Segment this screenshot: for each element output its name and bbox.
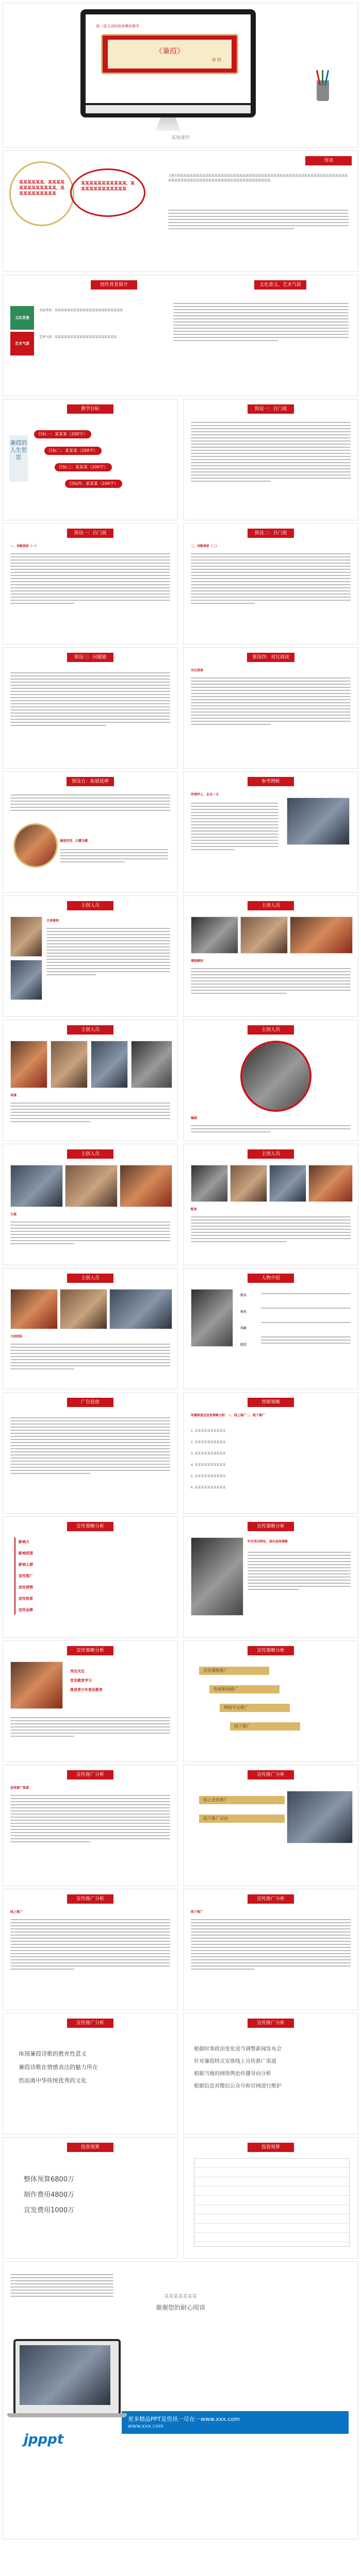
budget-line-2: 制作费用4800万 xyxy=(24,2191,75,2199)
promo4-bar-2: 电视新闻推广 xyxy=(209,1685,280,1693)
cover-slide xyxy=(3,3,358,148)
extension-photo xyxy=(15,825,56,866)
extension-banner: 预设五：拓展延伸 xyxy=(67,777,114,786)
preset1-lines xyxy=(191,420,351,484)
staff4-banner: 主创人员 xyxy=(248,1025,294,1035)
promo1-divider xyxy=(14,1537,15,1615)
staff1-photo-2 xyxy=(10,960,42,1000)
laptop xyxy=(13,2339,121,2415)
online-slide xyxy=(3,1889,178,2010)
staff4-caption: 编剧 xyxy=(191,1116,198,1120)
staff2-photo-1 xyxy=(191,917,238,954)
staff3-slide xyxy=(3,1020,178,1141)
scroll-banner xyxy=(101,34,238,74)
background-banner-left: 创作背景简介 xyxy=(91,280,137,290)
staff6-caption: 配角 xyxy=(191,1208,198,1211)
scroll-subtitle: 诗 经 xyxy=(211,58,221,62)
offline-lines xyxy=(191,1917,351,1972)
summary1-line-1: 体现蒹葭诗歌的教育性意义 xyxy=(19,2050,87,2057)
promo2-photo xyxy=(191,1537,243,1616)
strategy-item-4: 4. 某某某某某某某某某某 xyxy=(191,1463,226,1467)
staff5-photo-2 xyxy=(65,1165,118,1207)
budget-line-1: 整体预算6800万 xyxy=(24,2176,75,2183)
intro-lines xyxy=(168,208,349,231)
promo4-bar-3: 网络平台推广 xyxy=(220,1704,290,1712)
staff6-slide xyxy=(183,1144,358,1265)
staff4-slide xyxy=(183,1020,358,1141)
summary2-line-2: 针对蒹葭特点安排线上宣传推广渠道 xyxy=(194,2059,276,2064)
callout-left-text: 某某某某某某，某某某某某某某某某某某某某，某某某某某某某某某某 xyxy=(19,180,64,196)
ad-banner-url: www.xxx.com xyxy=(128,2424,164,2429)
promo1-slide xyxy=(3,1516,178,1638)
promo3-line-3: 推进青少年普法教育 xyxy=(70,1688,103,1692)
offline-slide xyxy=(183,1889,358,2010)
tag-art-label: 艺术气质 xyxy=(15,342,29,346)
strategy-item-6: 6. 某某某某某某某某某某 xyxy=(191,1486,226,1489)
staff3-banner: 主创人员 xyxy=(67,1025,113,1035)
ads-lines xyxy=(10,1415,170,1476)
offline-banner: 宣传推广分析 xyxy=(248,1894,294,1904)
strategy-item-2: 2. 某某某某某某某某某某 xyxy=(191,1440,226,1444)
cover-caption: 某地课件 xyxy=(171,135,190,141)
promo3-line-1: 突出关注 xyxy=(70,1669,85,1673)
background-slide xyxy=(3,275,358,396)
question-lines xyxy=(10,670,170,728)
staff2-slide xyxy=(183,895,358,1017)
summary1-line-3: 然而离中华传统优秀的文化 xyxy=(19,2077,87,2084)
summary1-banner: 宣传推广分析 xyxy=(67,2019,113,2028)
ending-slide xyxy=(3,2261,358,2539)
question-slide xyxy=(3,647,178,769)
intro-slide xyxy=(3,150,358,272)
profile-label-3: 年龄 xyxy=(240,1327,247,1330)
goals-banner: 教学目标 xyxy=(67,404,113,414)
promo1-item-6: 宣传效果 xyxy=(19,1597,33,1601)
summary2-banner: 宣传推广分析 xyxy=(248,2019,294,2028)
callout-right-text: 某某某某某某某某某某某，某某某某某某某某某某某某 xyxy=(81,181,135,191)
staff5-caption: 主演 xyxy=(10,1213,17,1216)
analysis1-slide xyxy=(3,523,178,645)
profile-banner: 人物介绍 xyxy=(248,1274,294,1283)
extension-slide xyxy=(3,771,178,893)
background-text-1: 文化背景：某某某某某某某某某某某某某某某某某某某某某某 xyxy=(39,309,123,312)
monitor-screen xyxy=(86,14,251,103)
channel1-banner: 宣传推广分析 xyxy=(67,1770,113,1780)
staff4-lines xyxy=(191,1123,351,1134)
online-lines xyxy=(10,1917,170,1972)
strategy-banner: 营销策略 xyxy=(248,1398,294,1407)
staff7-banner: 主创人员 xyxy=(67,1274,113,1283)
strategy-head: 传播渠道及投放策略分析：一、线上推广二、线下推广 xyxy=(191,1414,266,1417)
ads-banner: 广告投放 xyxy=(67,1398,113,1407)
channel2-banner: 宣传推广分析 xyxy=(248,1770,294,1780)
pencil-cup-icon xyxy=(313,70,333,101)
promo3-banner: 宣传策略分析 xyxy=(67,1646,113,1655)
staff6-photo-1 xyxy=(191,1165,228,1202)
budget-table xyxy=(194,2158,350,2247)
monitor-heading: 高一语文诗经阅读模块教学 xyxy=(96,24,139,28)
staff5-photo-1 xyxy=(10,1165,63,1207)
analysis2-slide xyxy=(183,523,358,645)
channel1-slide xyxy=(3,1765,178,1886)
analysis1-banner: 预设一：自门展 xyxy=(67,529,113,538)
extension-circle xyxy=(13,823,58,868)
strategy-item-5: 5. 某某某某某某某某某某 xyxy=(191,1475,226,1478)
summary1-slide xyxy=(3,2013,178,2134)
staff1-lines xyxy=(46,926,170,977)
background-text-2: 艺术气质：某某某某某某某某某某某某某某某某某某某某 xyxy=(39,335,117,339)
budget1-banner: 投资预算 xyxy=(67,2143,113,2152)
compare-lines xyxy=(191,675,351,727)
staff3-lines xyxy=(10,1100,170,1124)
analysis1-head: 一、诗歌赏析（一） xyxy=(10,545,39,548)
promo2-slide xyxy=(183,1516,358,1638)
staff1-banner: 主创人员 xyxy=(67,901,113,910)
staff6-photo-2 xyxy=(230,1165,267,1202)
promo4-bar-4: 线下推广 xyxy=(230,1722,300,1731)
channel2-slide xyxy=(183,1765,358,1886)
staff2-photo-2 xyxy=(240,917,288,954)
budget2-slide xyxy=(183,2137,358,2259)
callout-ellipse-right xyxy=(70,168,145,217)
promo3-line-2: 党员教育学习 xyxy=(70,1679,92,1683)
preset1-slide xyxy=(183,399,358,520)
scroll-inner xyxy=(108,40,232,69)
staff5-photo-3 xyxy=(120,1165,172,1207)
summary2-line-1: 根据时事政治变化适当调整新闻发布会 xyxy=(194,2046,282,2052)
ads-slide xyxy=(3,1392,178,1514)
extension-label: 蒹葭苍苍，白露为霜 xyxy=(60,839,88,843)
question-banner: 预设三：问题链 xyxy=(67,653,113,662)
compare-head: 对比阅读 xyxy=(191,669,204,672)
strategy-item-1: 1. 某某某某某某某某某某 xyxy=(191,1429,226,1433)
staff7-photo-3 xyxy=(109,1289,172,1329)
staff6-photo-4 xyxy=(308,1165,353,1202)
offline-head: 线下推广 xyxy=(191,1910,204,1914)
staff3-caption: 导演 xyxy=(10,1094,17,1097)
staff5-lines xyxy=(10,1219,170,1246)
promo4-bar-1: 宣传策略推广 xyxy=(199,1667,269,1675)
staff1-photo-1 xyxy=(10,917,42,957)
staff3-photo-3 xyxy=(91,1041,128,1088)
channel2-bar-2: 线下推广活动 xyxy=(199,1815,285,1823)
summary1-line-2: 蒹葭诗歌在情感表达的魅力所在 xyxy=(19,2064,98,2071)
promo1-banner: 宣传策略分析 xyxy=(67,1522,113,1531)
extension-lines-2 xyxy=(60,847,168,865)
channel2-photo xyxy=(287,1791,353,1843)
goals-side-title: 蒹葭的人生哲思 xyxy=(9,435,28,482)
staff1-slide xyxy=(3,895,178,1017)
staff6-banner: 主创人员 xyxy=(248,1149,294,1159)
promo1-item-7: 宣传品牌 xyxy=(19,1608,33,1612)
staff3-photo-2 xyxy=(51,1041,88,1088)
promo2-banner: 宣传策略分析 xyxy=(248,1522,294,1531)
extension-lines xyxy=(10,792,170,813)
staff2-caption: 课程顾问 xyxy=(191,959,204,963)
profile-label-1: 姓名 xyxy=(240,1294,247,1297)
example-banner: 参考例析 xyxy=(248,777,294,786)
laptop-base xyxy=(7,2413,127,2417)
staff2-lines xyxy=(191,966,351,996)
logo: jpppt xyxy=(24,2432,64,2447)
channel1-lines xyxy=(10,1793,170,1844)
thanks-sub: 某某某某某某某 xyxy=(164,2294,197,2299)
summary2-slide xyxy=(183,2013,358,2134)
monitor-stand xyxy=(156,117,180,131)
online-banner: 宣传推广分析 xyxy=(67,1894,113,1904)
preset1-banner: 预设一：自门展 xyxy=(248,404,294,414)
promo3-photo xyxy=(10,1662,63,1709)
promo1-item-5: 宣传营销 xyxy=(19,1585,33,1589)
callout-circle-left xyxy=(9,161,74,226)
analysis2-lines xyxy=(191,551,351,606)
promo1-item-2: 影响范围 xyxy=(19,1551,33,1555)
budget1-slide xyxy=(3,2137,178,2259)
staff3-photo-1 xyxy=(10,1041,47,1088)
summary2-line-3: 根据当地的网络舆论传播导向分析 xyxy=(194,2071,271,2077)
channel2-bar-1: 线上宣传推广 xyxy=(199,1796,285,1804)
summary2-line-4: 根据信息对微信公众号和官网进行维护 xyxy=(194,2083,282,2089)
profile-label-4: 经历 xyxy=(240,1343,247,1347)
monitor xyxy=(80,9,256,117)
example-photo xyxy=(287,798,350,845)
online-head: 线上推广 xyxy=(10,1910,23,1914)
staff5-slide xyxy=(3,1144,178,1265)
compare-banner: 预设四：对比阅读 xyxy=(247,653,294,662)
staff7-caption: 主创团队 xyxy=(10,1335,23,1338)
background-lines xyxy=(173,301,349,343)
thanks-title: 谢谢您的耐心阅读 xyxy=(155,2304,205,2311)
staff2-photo-3 xyxy=(290,917,353,954)
goals-slide xyxy=(3,399,178,520)
analysis2-head: 二、诗歌赏析（二） xyxy=(191,545,219,548)
profile-label-2: 角色 xyxy=(240,1310,247,1314)
example-slide xyxy=(183,771,358,893)
promo1-item-3: 影响人群 xyxy=(19,1563,33,1567)
profile-lines xyxy=(261,1291,351,1346)
ad-banner[interactable] xyxy=(122,2411,349,2434)
laptop-screen xyxy=(20,2345,110,2405)
tag-culture-label: 文化背景 xyxy=(15,316,29,320)
monitor-chin xyxy=(86,105,251,113)
goal-item-3: 目标三：某某某（200字） xyxy=(55,463,112,471)
profile-photo xyxy=(191,1289,233,1347)
compare-slide xyxy=(183,647,358,769)
intro-banner: 导读 xyxy=(305,156,352,165)
staff7-photo-1 xyxy=(10,1289,58,1329)
ad-banner-text: 更多精品PPT及资讯一尽在一www.xxx.com xyxy=(128,2416,240,2422)
tag-culture xyxy=(10,306,34,330)
intro-body: 人物介绍某某某某某某某某某某某某某某某某某某某某某某某某某某某某某某某某某某某某某某某某某某某某某某某某某某某某某某某某某某某某某某某某某某某某某某某某某某某某某某某某某某某某某某某。 xyxy=(168,174,348,182)
strategy-slide xyxy=(183,1392,358,1514)
analysis1-lines xyxy=(10,551,170,606)
staff4-photo xyxy=(242,1043,309,1110)
background-banner-right: 文化意义、艺术气质 xyxy=(254,280,306,290)
staff4-ring xyxy=(240,1041,311,1112)
goal-item-4: 目标四：某某某（200字） xyxy=(65,480,122,488)
strategy-item-3: 3. 某某某某某某某某某某 xyxy=(191,1452,226,1455)
promo4-banner: 宣传策略分析 xyxy=(248,1646,294,1655)
promo3-slide xyxy=(3,1640,178,1762)
budget2-banner: 投资预算 xyxy=(248,2143,294,2152)
budget-line-3: 宣发费用1000万 xyxy=(24,2207,75,2214)
goal-item-2: 目标二：某某某（200字） xyxy=(44,447,102,455)
staff3-photo-4 xyxy=(131,1041,172,1088)
promo4-slide xyxy=(183,1640,358,1762)
staff5-banner: 主创人员 xyxy=(67,1149,113,1159)
tag-art xyxy=(10,332,34,355)
analysis2-banner: 预设二：自门展 xyxy=(248,529,294,538)
goal-item-1: 目标一：某某某（200字） xyxy=(34,430,91,438)
staff6-lines xyxy=(191,1214,351,1244)
promo2-head: 针对受众特征，提出宣传策略 xyxy=(248,1540,288,1544)
promo1-item-4: 宣传推广 xyxy=(19,1574,33,1578)
example-label: 所谓伊人，在水一方 xyxy=(191,793,219,796)
staff7-photo-2 xyxy=(60,1289,107,1329)
staff7-slide xyxy=(3,1268,178,1389)
promo1-item-1: 影响力 xyxy=(19,1540,29,1544)
example-lines xyxy=(191,801,278,852)
staff7-lines xyxy=(10,1342,170,1371)
scroll-title: 《蒹葭》 xyxy=(155,47,184,56)
staff1-caption: 主讲教师 xyxy=(46,919,59,923)
profile-slide xyxy=(183,1268,358,1389)
promo2-lines xyxy=(248,1550,351,1592)
channel1-head: 宣传推广渠道 xyxy=(10,1786,29,1790)
staff2-banner: 主创人员 xyxy=(248,901,294,910)
staff6-photo-3 xyxy=(269,1165,306,1202)
promo3-lines xyxy=(10,1715,170,1739)
